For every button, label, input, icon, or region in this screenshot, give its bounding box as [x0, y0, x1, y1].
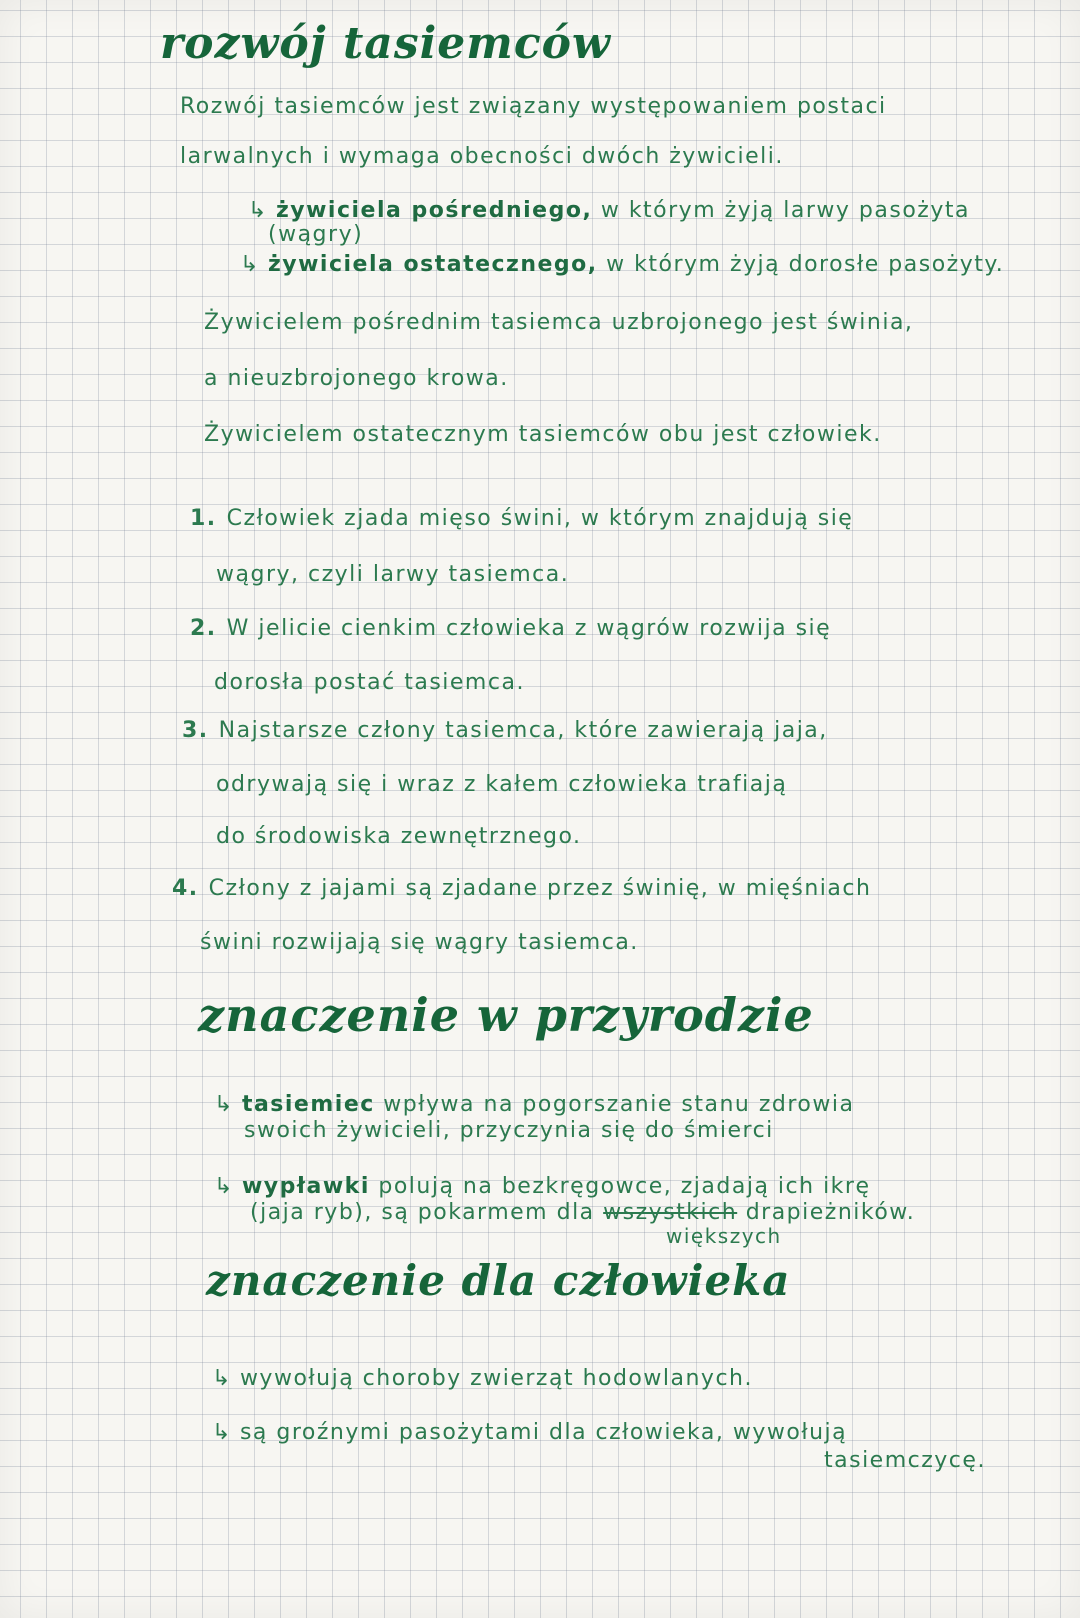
step-text: Najstarsze człony tasiemca, które zawierają jaja,: [218, 718, 828, 743]
nature-item-2-cont: [250, 1202, 915, 1224]
nature-item-2-label: wypławki: [241, 1174, 370, 1199]
step-number: 2.: [190, 616, 217, 641]
nature-item-1-cont: swoich żywicieli, przyczynia się do śmierci: [244, 1118, 774, 1143]
host-intermediate: [248, 200, 970, 222]
step-1: [190, 508, 853, 530]
step-text: Człony z jajami są zjadane przez świnię, w mięśniach: [208, 876, 872, 901]
step-2-cont: dorosła postać tasiemca.: [214, 670, 525, 695]
host-final: [240, 254, 1004, 276]
host-intermediate-note: (wągry): [268, 222, 364, 247]
para-line-3: Żywicielem ostatecznym tasiemców obu jest człowiek.: [204, 422, 882, 447]
heading-development: rozwój tasiemców: [160, 18, 611, 69]
host-final-label: żywiciela ostatecznego,: [267, 252, 598, 277]
arrow-icon: ↳: [212, 1366, 232, 1391]
step-1-cont: wągry, czyli larwy tasiemca.: [216, 562, 570, 587]
host-final-text: w którym żyją dorosłe pasożyty.: [606, 252, 1005, 277]
human-item-2-text: są groźnymi pasożytami dla człowieka, wywołują: [239, 1420, 848, 1445]
inserted-word: większych: [666, 1224, 782, 1248]
step-2: [190, 618, 831, 640]
human-item-2: [212, 1422, 847, 1444]
intro-line-1: Rozwój tasiemców jest związany występowaniem postaci: [180, 94, 887, 119]
intro-line-2: larwalnych i wymaga obecności dwóch żywicieli.: [180, 144, 784, 169]
para-line-2: a nieuzbrojonego krowa.: [204, 366, 509, 391]
arrow-icon: ↳: [212, 1420, 232, 1445]
para-line-1: Żywicielem pośrednim tasiemca uzbrojonego jest świnia,: [204, 310, 914, 335]
step-3-cont-2: do środowiska zewnętrznego.: [216, 824, 582, 849]
nature-item-1-text: wpływa na pogorszanie stanu zdrowia: [383, 1092, 855, 1117]
human-item-1-text: wywołują choroby zwierząt hodowlanych.: [239, 1366, 753, 1391]
step-4: [172, 878, 871, 900]
human-item-2-cont: tasiemczycę.: [824, 1448, 986, 1473]
arrow-icon: ↳: [214, 1174, 234, 1199]
nature-item-2-end: drapieżników.: [745, 1200, 916, 1225]
nature-item-1: [214, 1094, 854, 1116]
step-text: Człowiek zjada mięso świni, w którym znajdują się: [226, 506, 854, 531]
step-number: 4.: [172, 876, 199, 901]
step-3-cont: odrywają się i wraz z kałem człowieka trafiają: [216, 772, 788, 797]
host-intermediate-text: w którym żyją larwy pasożyta: [600, 198, 970, 223]
nature-item-2: [214, 1176, 871, 1198]
nature-item-2-cont-text: (jaja ryb), są pokarmem dla: [250, 1200, 595, 1225]
step-number: 3.: [182, 718, 209, 743]
struck-word: wszystkich: [603, 1200, 738, 1225]
heading-nature: znaczenie w przyrodzie: [198, 988, 814, 1042]
nature-item-2-text: polują na bezkręgowce, zjadają ich ikrę: [378, 1174, 871, 1199]
host-intermediate-label: żywiciela pośredniego,: [275, 198, 593, 223]
arrow-icon: ↳: [214, 1092, 234, 1117]
heading-human: znaczenie dla człowieka: [206, 1256, 791, 1305]
step-4-cont: świni rozwijają się wągry tasiemca.: [200, 930, 639, 955]
arrow-icon: ↳: [240, 252, 260, 277]
step-text: W jelicie cienkim człowieka z wągrów rozwija się: [226, 616, 832, 641]
arrow-icon: ↳: [248, 198, 268, 223]
human-item-1: [212, 1368, 753, 1390]
step-3: [182, 720, 828, 742]
step-number: 1.: [190, 506, 217, 531]
nature-item-1-label: tasiemiec: [241, 1092, 375, 1117]
